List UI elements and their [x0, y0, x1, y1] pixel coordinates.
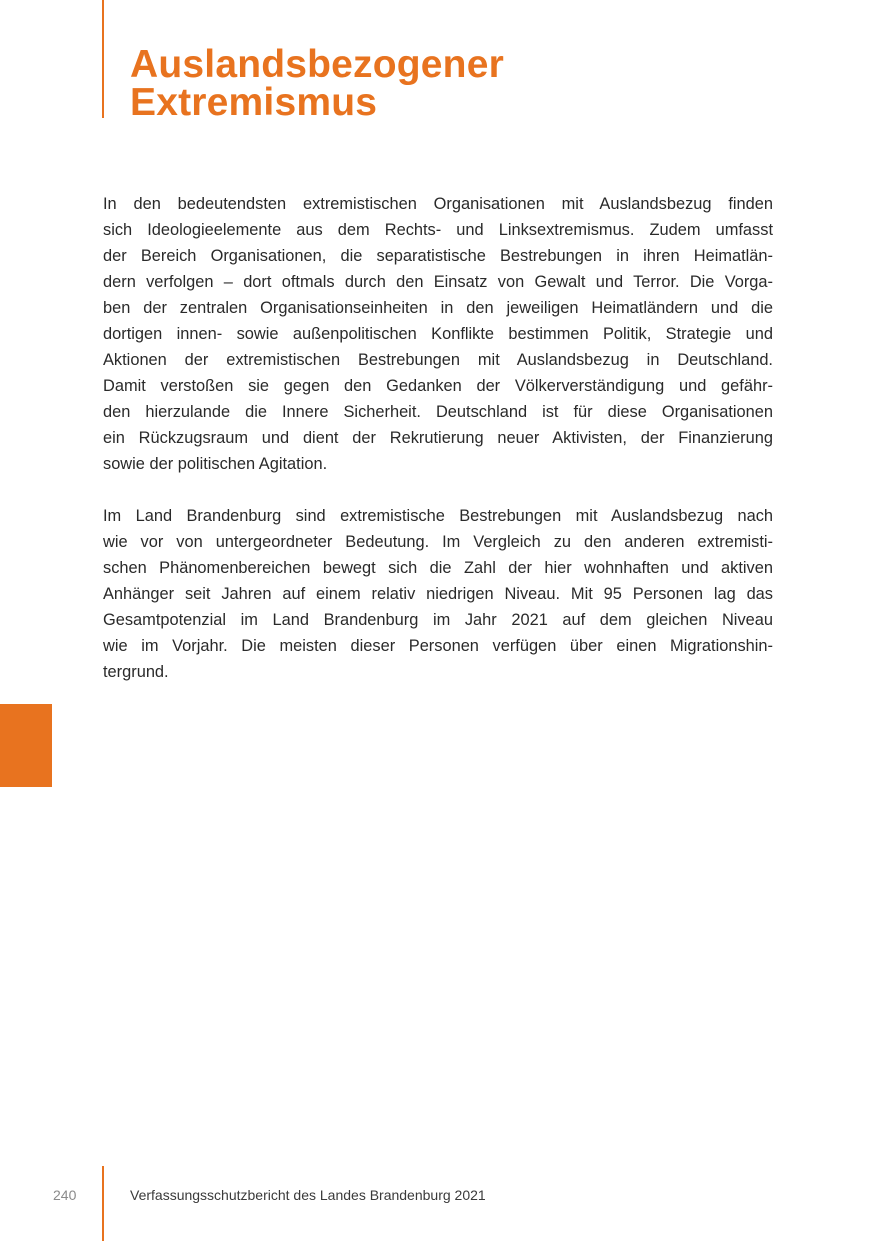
text-line: wie im Vorjahr. Die meisten dieser Personen verfügen über einen Migrationshin-: [103, 637, 773, 655]
paragraph: [103, 503, 773, 685]
header-accent-rule: [102, 0, 104, 118]
page-title-line-1: Auslandsbezogener: [130, 43, 504, 86]
paragraph: [103, 191, 773, 477]
text-line: dern verfolgen – dort oftmals durch den Einsatz von Gewalt und Terror. Die Vorga-: [103, 273, 773, 291]
footer-publication-title: Verfassungsschutzbericht des Landes Brandenburg 2021: [130, 1187, 486, 1203]
text-line: der Bereich Organisationen, die separatistische Bestrebungen in ihren Heimatlän-: [103, 247, 773, 265]
text-line: Aktionen der extremistischen Bestrebungen mit Auslandsbezug in Deutschland.: [103, 351, 773, 369]
text-line: Gesamtpotenzial im Land Brandenburg im Jahr 2021 auf dem gleichen Niveau: [103, 611, 773, 629]
text-line: In den bedeutendsten extremistischen Organisationen mit Auslandsbezug finden: [103, 195, 773, 213]
page-title-line-2: Extremismus: [130, 81, 378, 124]
footer-accent-rule: [102, 1166, 104, 1241]
text-line: ben der zentralen Organisationseinheiten in den jeweiligen Heimatländern und die: [103, 299, 773, 317]
text-line: sich Ideologieelemente aus dem Rechts- und Linksextremismus. Zudem umfasst: [103, 221, 773, 239]
text-line: wie vor von untergeordneter Bedeutung. Im Vergleich zu den anderen extremisti-: [103, 533, 773, 551]
text-line: sowie der politischen Agitation.: [103, 455, 328, 473]
text-line: schen Phänomenbereichen bewegt sich die Zahl der hier wohnhaften und aktiven: [103, 559, 773, 577]
text-line: Damit verstoßen sie gegen den Gedanken der Völkerverständigung und gefähr-: [103, 377, 773, 395]
text-line: Anhänger seit Jahren auf einem relativ niedrigen Niveau. Mit 95 Personen lag das: [103, 585, 773, 603]
page-number: 240: [53, 1187, 77, 1203]
text-line: dortigen innen- sowie außenpolitischen Konflikte bestimmen Politik, Strategie und: [103, 325, 773, 343]
text-line: ein Rückzugsraum und dient der Rekrutierung neuer Aktivisten, der Finanzierung: [103, 429, 773, 447]
text-line: den hierzulande die Innere Sicherheit. Deutschland ist für diese Organisationen: [103, 403, 773, 421]
text-line: Im Land Brandenburg sind extremistische Bestrebungen mit Auslandsbezug nach: [103, 507, 773, 525]
text-line: tergrund.: [103, 663, 169, 681]
chapter-tab-marker: [0, 704, 52, 787]
page-title: [130, 43, 504, 124]
body-text: [103, 191, 773, 711]
